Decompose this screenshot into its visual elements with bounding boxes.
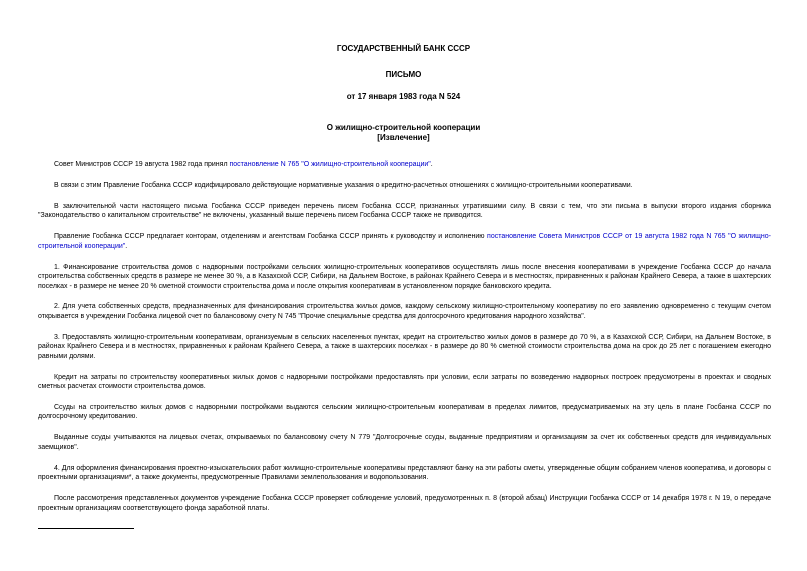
paragraph-7: 3. Предоставлять жилищно-строительным кооперативам, организуемым в сельских населенных пунктах, кредит на строительство жилых домов в размере до 70 %, а в Казахской ССР, Сибири, на Дальнем Востоке, в районах Крайнего Севера и в местностях, приравненных к районам Крайнего Севера, а также в шахтерских поселках - в размере до 80 % сметной стоимости строительства дома на срок до 25 лет с погашением ежегодно равными долями. — [38, 333, 771, 360]
paragraph-6: 2. Для учета собственных средств, предназначенных для финансирования строительства жилых домов, каждому сельскому жилищно-строительному кооперативу по его заявлению одновременно с текущим счетом открывается в учреждении Госбанка лицевой счет по балансовому счету N 745 "Прочие специальные средства для долгосрочного кредитования народного хозяйства". — [38, 303, 771, 320]
doc-type-heading: ПИСЬМО — [385, 70, 422, 79]
paragraph-10: Выданные ссуды учитываются на лицевых счетах, открываемых по балансовому счету N 779 "Долгосрочные ссуды, выданные предприятиям и организациям за счет их собственных средств для индивидуальных заемщиков". — [38, 434, 771, 451]
paragraph-11: 4. Для оформления финансирования проектно-изыскательских работ жилищно-строительные кооперативы представляют банку на эти работы сметы, утвержденные общим собранием членов кооператива, и договоры с проектными организациями*, а также документы, предусмотренные Правилами землепользования и водопользования. — [38, 464, 771, 482]
org-heading: ГОСУДАРСТВЕННЫЙ БАНК СССР — [336, 44, 471, 53]
paragraph-5: 1. Финансирование строительства домов с надворными постройками сельских жилищно-строительных кооперативов осуществлять лишь после внесения кооперативами в учреждение Госбанка СССР до начала строительства собственных средств в размере не менее 30 %, а в Казахской ССР, Сибири, на Дальнем Востоке, в районах Крайнего Севера и в местностях, приравненных к районам Крайнего Севера, а также в шахтерских поселках - в размере не менее 20 % сметной стоимости строительства дома и после открытия кооперативам в установленном порядке банковского кредита. — [38, 263, 771, 290]
paragraph-8: Кредит на затраты по строительству кооперативных жилых домов с надворными постройками предоставлять при условии, если затраты по возведению надворных построек предусмотрены в проектах и сводных сметных расчетах стоимости строительства домов. — [38, 373, 771, 391]
paragraph-2: В связи с этим Правление Госбанка СССР кодифицировало действующие нормативные указания о кредитно-расчетных отношениях с жилищно-строительными кооперативами. — [54, 181, 633, 189]
resolution-765-link[interactable]: постановление N 765 "О жилищно-строительной кооперации" — [229, 161, 431, 168]
paragraph-4-end: . — [125, 242, 128, 250]
paragraph-3: В заключительной части настоящего письма Госбанка СССР приведен перечень писем Госбанка СССР, признанных утратившими силу. В связи с тем, что эти письма в выпуски второго издания сборника "Законодательство о капитальном строительстве" не включены, указанный выше перечень писем Госбанка СССР также не приводится. — [38, 202, 771, 220]
subject-title: О жилищно-строительной кооперации — [326, 123, 481, 132]
council-resolution-link[interactable]: постановление Совета Министров СССР от 19 августа 1982 года N 765 "О жилищно-строительной кооперации" — [38, 233, 772, 250]
paragraph-12: После рассмотрения представленных документов учреждение Госбанка СССР проверяет соблюдение условий, предусмотренных п. 8 (второй абзац) Инструкции Госбанка СССР от 14 декабря 1978 г. N 19, о передаче проектным организациям соответствующего фонда заработной платы. — [38, 495, 771, 512]
document-body — [38, 160, 771, 525]
subject-heading — [0, 123, 807, 144]
subject-note: [Извлечение] — [377, 133, 430, 143]
paragraph-1 — [38, 160, 771, 169]
paragraph-4-text: Правление Госбанка СССР предлагает конторам, отделениям и агентствам Госбанка СССР принять к руководству и исполнению — [54, 233, 488, 241]
paragraph-9: Ссуды на строительство жилых домов с надворными постройками выдаются сельским жилищно-строительным кооперативам в пределах лимитов, предусматриваемых на эту цель в плане Госбанка СССР по долгосрочному кредитованию. — [38, 404, 771, 421]
footnote-divider — [38, 528, 134, 529]
paragraph-4 — [38, 232, 771, 251]
paragraph-1-text: Совет Министров СССР 19 августа 1982 года принял — [54, 161, 230, 168]
date-number-heading: от 17 января 1983 года N 524 — [346, 92, 461, 101]
paragraph-1-end: . — [430, 161, 433, 168]
